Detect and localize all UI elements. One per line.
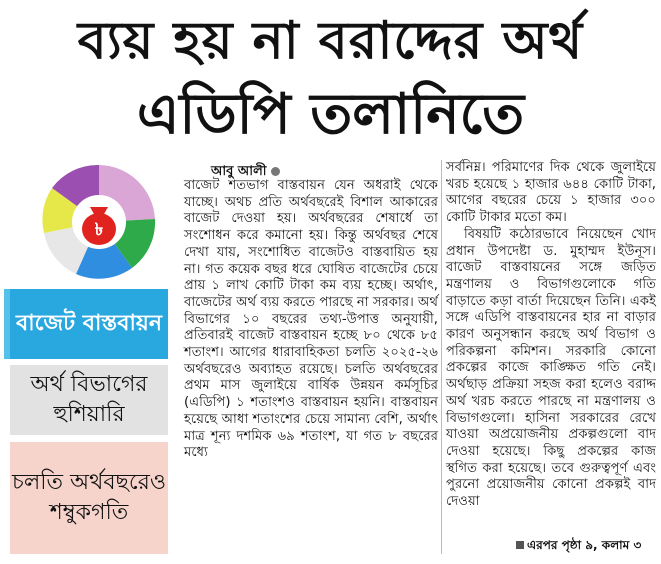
square-bullet-icon <box>516 541 524 549</box>
author-name: আবু আলী <box>211 164 267 179</box>
byline-dot-icon <box>271 167 280 176</box>
headline-line-2: এডিপি তলানিতে <box>136 82 525 147</box>
column-divider <box>441 160 442 554</box>
sidebar-box-slow-pace: চলতি অর্থবছরেও শম্বুকগতি <box>10 442 168 554</box>
article-paragraph: সর্বনিম্ন। পরিমাণের দিক থেকে জুলাইয়ে খরচ হয়েছে ১ হাজার ৬৪৪ কোটি টাকা, আগের বছরের চেয়ে ১ হাজার ৩০০ কোটি টাকার মতো কম। <box>446 160 656 226</box>
sidebar-box-budget-implementation: বাজেট বাস্তবায়ন <box>10 289 168 359</box>
article-column-2 <box>446 160 656 511</box>
svg-text:৳: ৳ <box>94 220 104 240</box>
continued-text: এরপর পৃষ্ঠা ৯, কলাম ৩ <box>527 538 642 552</box>
budget-pie-graphic <box>40 163 158 281</box>
continued-jump-line <box>516 537 641 557</box>
sidebar-box-finance-warning: অর্থ বিভাগের হুশিয়ারি <box>10 365 168 435</box>
article-paragraph: বিষয়টি কঠোরভাবে নিয়েছেন খোদ প্রধান উপদেষ্টা ড. মুহাম্মদ ইউনূস। বাজেট বাস্তবায়নের সঙ্গে জড়িত মন্ত্রণালয় ও বিভাগগুলোকে গতি বাড়াতে কড়া বার্তা দিয়েছেন তিনি। একই সঙ্গে এডিপি বাস্তবায়নের হার না বাড়ার কারণ অনুসন্ধান করছে অর্থ বিভাগ ও পরিকল্পনা কমিশন। সরকারি কোনো প্রকল্পের কাজে কাঙ্ক্ষিত গতি নেই। অর্থছাড় প্রক্রিয়া সহজ করা হলেও বরাদ্দ অর্থ খরচ করতে পারছে না মন্ত্রণালয় ও বিভাগগুলো। হাসিনা সরকারের রেখে যাওয়া অপ্রয়োজনীয় প্রকল্পগুলো বাদ দেওয়া হয়েছে। কিছু প্রকল্পের কাজ স্থগিত করা হয়েছে। তবে গুরুত্বপূর্ণ এবং পুরনো প্রয়োজনীয় কোনো প্রকল্পই বাদ দেওয়া <box>446 226 656 510</box>
headline-line-1: ব্যয় হয় না বরাদ্দের অর্থ <box>77 11 584 71</box>
article-column-1: বাজেট শতভাগ বাস্তবায়ন যেন অধরাই থেকে যাচ্ছে। অথচ প্রতি অর্থবছরেই বিশাল আকারের বাজেট দেওয়া হয়। অর্থবছরের শেষার্ধে তা সংশোধন করে কমানো হয়। কিন্তু অর্থবছর শেষে দেখা যায়, সংশোধিত বাজেটও বাস্তবায়িত হয় না। গত কয়েক বছর ধরে ঘোষিত বাজেটের চেয়ে প্রায় ১ লাখ কোটি টাকা কম ব্যয় হচ্ছে। অর্থাৎ, বাজেটের অর্থ ব্যয় করতে পারছে না সরকার। অর্থ বিভাগের ১০ বছরের তথ্য-উপাত্ত অনুযায়ী, প্রতিবারই বাজেট বাস্তবায়ন হচ্ছে ৮০ থেকে ৮৫ শতাংশ। আগের ধারাবাহিকতা চলতি ২০২৫-২৬ অর্থবছরেও অব্যাহত রয়েছে। চলতি অর্থবছরের প্রথম মাস জুলাইয়ে বার্ষিক উন্নয়ন কর্মসূচির (এডিপি) ১ শতাংশও বাস্তবায়ন হয়নি। বাস্তবায়ন হয়েছে আধা শতাংশের চেয়ে সামান্য বেশি, অর্থাৎ মাত্র শূন্য দশমিক ৬৯ শতাংশ, যা গত ৮ বছরের মধ্যে <box>184 178 438 461</box>
